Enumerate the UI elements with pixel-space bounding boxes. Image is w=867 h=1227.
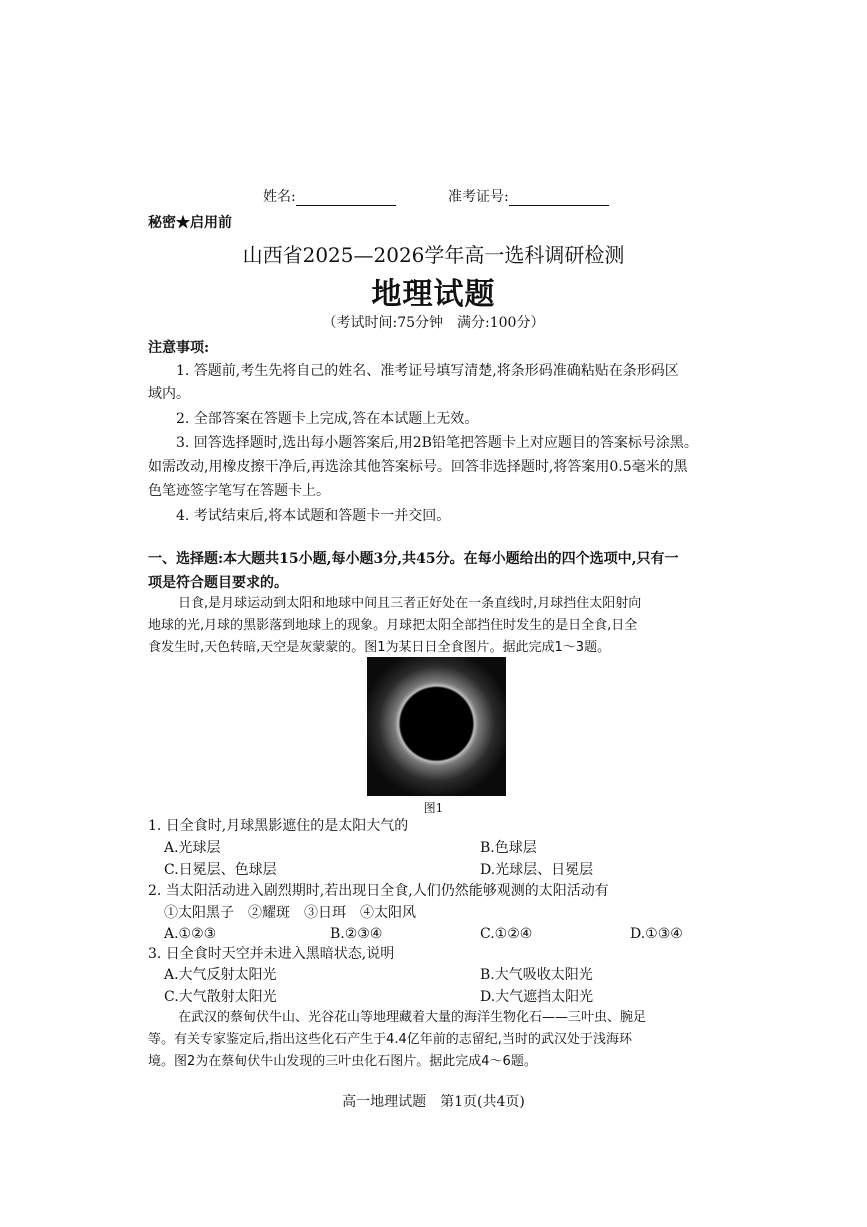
passage-1-line-1: 日食,是月球运动到太阳和地球中间且三者正好处在一条直线时,月球挡住太阳射向 — [178, 596, 642, 611]
subject-title: 地理试题 — [371, 277, 496, 312]
passage-1-line-3: 食发生时,天色转暗,天空是灰蒙蒙的。图1为某日日全食图片。据此完成1～3题。 — [148, 640, 611, 655]
solar-eclipse-image — [367, 657, 506, 796]
question-2-option-d[interactable]: D.①③④ — [630, 926, 683, 942]
question-3-option-b[interactable]: B.大气吸收太阳光 — [480, 967, 593, 983]
section-1-heading-line-2: 项是符合题目要求的。 — [148, 575, 288, 591]
passage-2-line-3: 境。图2为在蔡甸伏牛山发现的三叶虫化石图片。据此完成4～6题。 — [148, 1054, 537, 1069]
question-2-items: ①太阳黑子 ②耀斑 ③日珥 ④太阳风 — [164, 905, 416, 921]
name-field — [263, 186, 396, 206]
passage-1-line-2: 地球的光,月球的黑影落到地球上的现象。月球把太阳全部挡住时发生的是日全食,日全 — [148, 618, 638, 633]
secret-label: 秘密★启用前 — [148, 215, 232, 231]
page-footer: 高一地理试题 第1页(共4页) — [342, 1094, 525, 1110]
question-1-stem: 1. 日全食时,月球黑影遮住的是太阳大气的 — [148, 818, 409, 834]
question-2-stem: 2. 当太阳活动进入剧烈期时,若出现日全食,人们仍然能够观测的太阳活动有 — [148, 883, 609, 899]
passage-2-line-2: 等。有关专家鉴定后,指出这些化石产生于4.4亿年前的志留纪,当时的武汉处于浅海环 — [148, 1032, 632, 1047]
exam-title: 山西省2025—2026学年高一选科调研检测 — [242, 243, 625, 267]
ticket-blank[interactable] — [509, 189, 609, 206]
question-2-option-b[interactable]: B.②③④ — [330, 926, 383, 942]
question-1-option-c[interactable]: C.日冕层、色球层 — [164, 862, 277, 878]
passage-2-line-1: 在武汉的蔡甸伏牛山、光谷花山等地理藏着大量的海洋生物化石——三叶虫、腕足 — [178, 1010, 647, 1025]
notes-heading: 注意事项: — [148, 340, 210, 356]
question-3-option-d[interactable]: D.大气遮挡太阳光 — [480, 989, 594, 1005]
exam-info: （考试时间:75分钟 满分:100分） — [322, 315, 545, 331]
question-1-option-b[interactable]: B.色球层 — [480, 840, 537, 856]
question-3-option-a[interactable]: A.大气反射太阳光 — [164, 967, 277, 983]
section-1-heading-line-1: 一、选择题:本大题共15小题,每小题3分,共45分。在每小题给出的四个选项中,只有一 — [148, 551, 679, 567]
note-3-line-3: 色笔迹签字笔写在答题卡上。 — [148, 483, 330, 499]
note-4: 4. 考试结束后,将本试题和答题卡一并交回。 — [176, 508, 451, 524]
ticket-label: 准考证号: — [448, 189, 509, 205]
name-label: 姓名: — [263, 189, 296, 205]
note-1-line-2: 域内。 — [148, 386, 190, 402]
question-1-option-d[interactable]: D.光球层、日冕层 — [480, 862, 594, 878]
question-3-option-c[interactable]: C.大气散射太阳光 — [164, 989, 277, 1005]
name-blank[interactable] — [296, 189, 396, 206]
question-3-stem: 3. 日全食时天空并未进入黑暗状态,说明 — [148, 946, 395, 962]
question-2-option-a[interactable]: A.①②③ — [164, 926, 217, 942]
note-2: 2. 全部答案在答题卡上完成,答在本试题上无效。 — [176, 411, 479, 427]
figure-caption: 图1 — [423, 801, 444, 815]
note-1-line-1: 1. 答题前,考生先将自己的姓名、准考证号填写清楚,将条形码准确粘贴在条形码区 — [176, 363, 679, 379]
note-3-line-1: 3. 回答选择题时,选出每小题答案后,用2B铅笔把答题卡上对应题目的答案标号涂黑。 — [176, 435, 698, 451]
note-3-line-2: 如需改动,用橡皮擦干净后,再选涂其他答案标号。回答非选择题时,将答案用0.5毫米的黑 — [148, 459, 688, 475]
question-2-option-c[interactable]: C.①②④ — [480, 926, 533, 942]
ticket-field — [448, 186, 609, 206]
question-1-option-a[interactable]: A.光球层 — [164, 840, 221, 856]
